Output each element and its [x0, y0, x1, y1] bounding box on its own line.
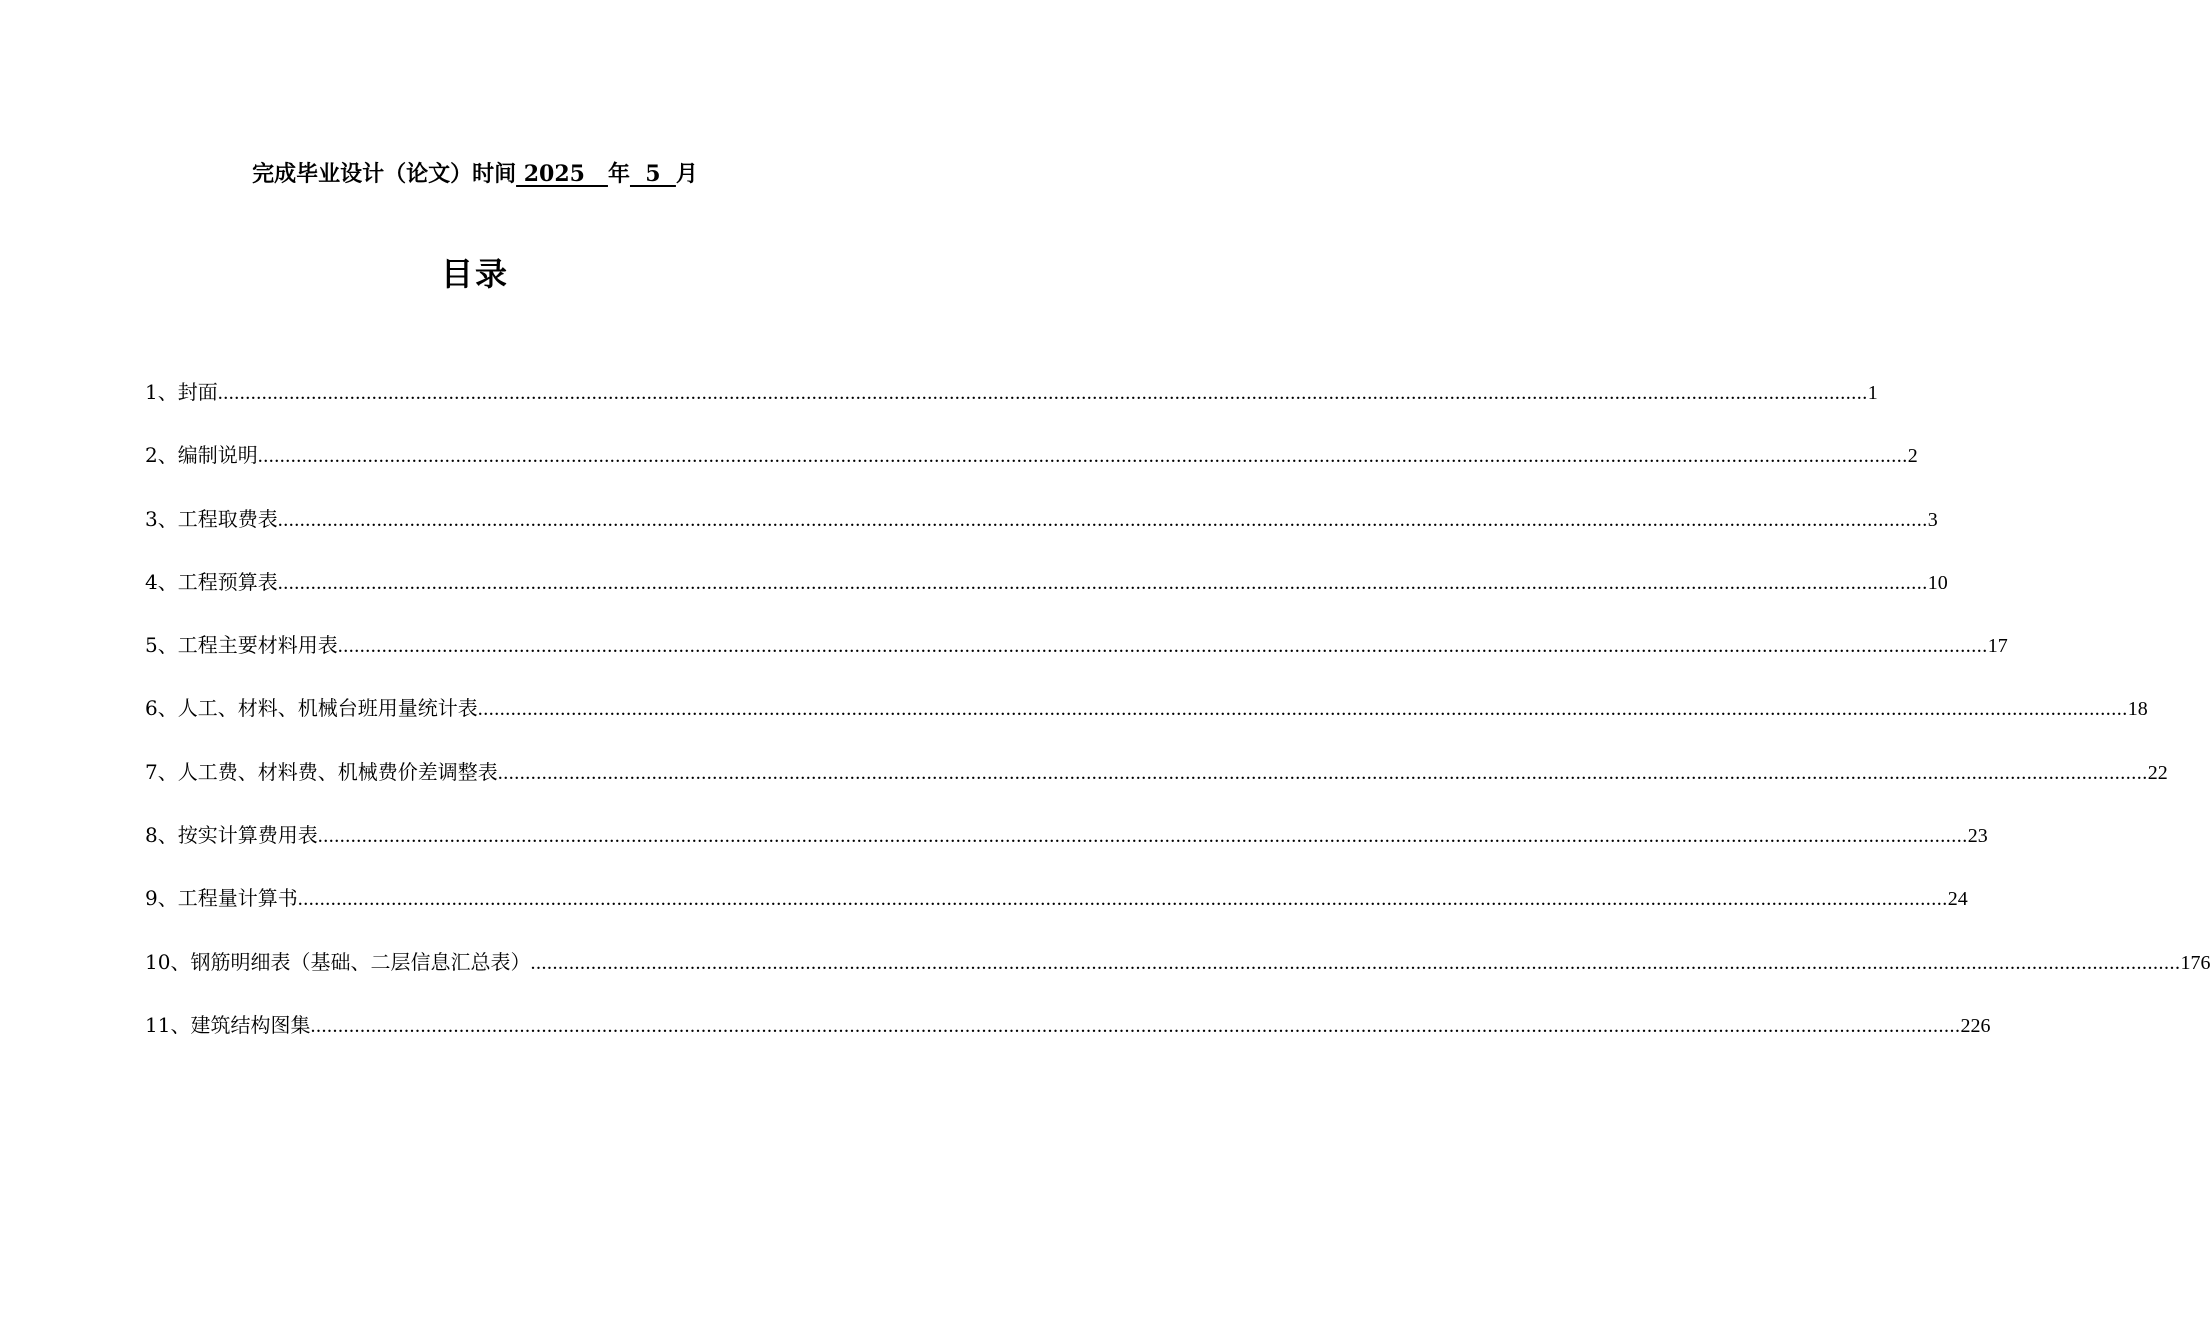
toc-leader-dots: ............................................................................................................................................................................................................................................................................................................	[277, 571, 1928, 594]
toc-item-label: 6、人工、材料、机械台班用量统计表	[145, 696, 478, 721]
toc-item-page: 10	[1927, 571, 1948, 594]
toc-item-page: 1	[1867, 382, 1878, 404]
toc-item-label: 4、工程预算表	[145, 569, 278, 594]
toc-leader-dots: ............................................................................................................................................................................................................................................................................................................	[297, 888, 1948, 911]
toc-item-label: 1、封面	[145, 380, 218, 404]
toc-item[interactable]	[145, 499, 1938, 562]
toc-item-page: 23	[1967, 825, 1988, 848]
completion-month: 5	[629, 161, 676, 187]
completion-time-line	[0, 156, 950, 192]
toc-item-page: 3	[1927, 508, 1938, 531]
toc-item-label: 10、钢筋明细表（基础、二层信息汇总表）	[145, 949, 531, 974]
toc-item[interactable]	[145, 815, 1988, 878]
completion-year: 2025	[516, 161, 608, 187]
completion-label: 完成毕业设计（论文）时间	[252, 161, 517, 187]
toc-leader-dots: ............................................................................................................................................................................................................................................................................................................	[497, 761, 2148, 784]
toc-item-page: 22	[2147, 761, 2168, 784]
toc-leader-dots: ............................................................................................................................................................................................................................................................................................................	[317, 825, 1968, 848]
year-suffix: 年	[607, 161, 630, 187]
toc-item-page: 226	[1960, 1014, 1991, 1037]
toc-item-label: 3、工程取费表	[145, 506, 278, 531]
table-of-contents	[145, 372, 2210, 1068]
toc-item-page: 24	[1947, 888, 1968, 911]
toc-item-label: 11、建筑结构图集	[145, 1012, 311, 1037]
toc-item[interactable]	[145, 435, 1918, 498]
toc-item-page: 18	[2127, 698, 2148, 721]
toc-item[interactable]	[145, 942, 2210, 1005]
toc-leader-dots: ............................................................................................................................................................................................................................................................................................................	[477, 698, 2128, 721]
toc-item-page: 176	[2180, 951, 2210, 974]
toc-item[interactable]	[145, 625, 2008, 688]
toc-item[interactable]	[145, 1005, 1991, 1068]
toc-leader-dots: ............................................................................................................................................................................................................................................................................................................	[277, 508, 1928, 531]
toc-item-label: 9、工程量计算书	[145, 886, 298, 911]
toc-item[interactable]	[145, 688, 2148, 751]
toc-leader-dots: ............................................................................................................................................................................................................................................................................................................	[217, 382, 1868, 404]
toc-item[interactable]	[145, 752, 2168, 815]
toc-leader-dots: ............................................................................................................................................................................................................................................................................................................	[337, 635, 1988, 658]
toc-item[interactable]	[145, 372, 1878, 435]
toc-title: 目录	[440, 255, 509, 293]
toc-item-label: 8、按实计算费用表	[145, 823, 318, 848]
toc-item-label: 5、工程主要材料用表	[145, 633, 338, 658]
toc-leader-dots: ............................................................................................................................................................................................................................................................................................................	[310, 1014, 1961, 1037]
toc-item-page: 17	[1987, 635, 2008, 658]
month-suffix: 月	[675, 161, 698, 187]
toc-item[interactable]	[145, 562, 1948, 625]
toc-item-label: 7、人工费、材料费、机械费价差调整表	[145, 759, 498, 784]
toc-item[interactable]	[145, 878, 1968, 941]
toc-item-label: 2、编制说明	[145, 443, 258, 468]
toc-item-page: 2	[1907, 445, 1918, 468]
toc-leader-dots: ............................................................................................................................................................................................................................................................................................................	[530, 951, 2181, 974]
toc-leader-dots: ............................................................................................................................................................................................................................................................................................................	[257, 445, 1908, 468]
